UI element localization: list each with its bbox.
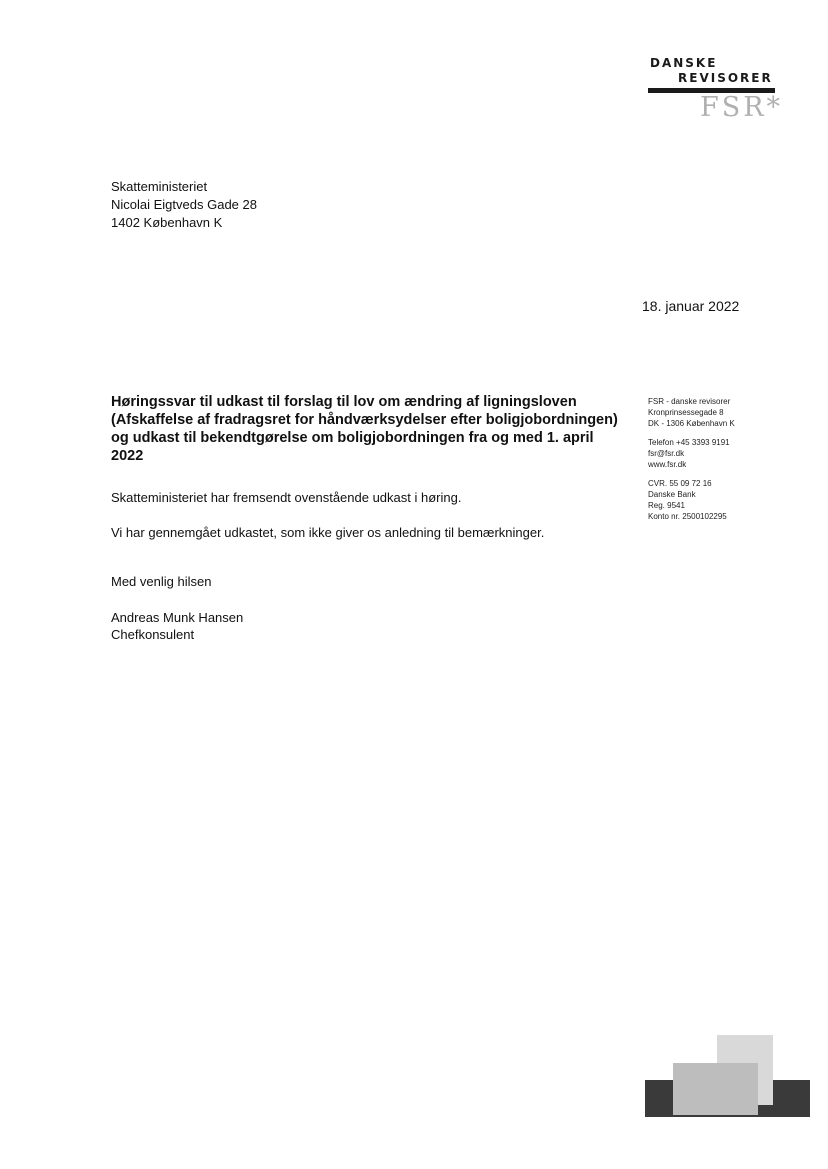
footer-decoration-graphic [645, 1035, 810, 1117]
sender-account: Konto nr. 2500102295 [648, 512, 727, 521]
sender-bank: Danske Bank [648, 490, 696, 499]
recipient-city: 1402 København K [111, 215, 223, 230]
sender-address-block [648, 396, 735, 429]
recipient-address [111, 178, 257, 232]
sender-city: DK - 1306 København K [648, 419, 735, 428]
sender-contact-block [648, 437, 735, 470]
logo-fsr-mark: FSR* [700, 92, 784, 123]
signer-title: Chefkonsulent [111, 627, 195, 642]
sender-email: fsr@fsr.dk [648, 449, 685, 458]
sender-street: Kronprinsessegade 8 [648, 408, 724, 417]
body-paragraph-2: Vi har gennemgået udkastet, som ikke giver os anledning til bemærkninger. [111, 525, 545, 540]
logo-text-revisorer: REVISORER [678, 71, 773, 85]
recipient-name: Skatteministeriet [111, 179, 208, 194]
logo-text-danske: DANSKE [650, 56, 718, 70]
signer-name: Andreas Munk Hansen [111, 610, 244, 625]
subject-heading: Høringssvar til udkast til forslag til lov om ændring af ligningsloven (Afskaffelse af fradragsret for håndværksydelser efter boligjobordningen) og udkast til bekendtgørelse om boligjobordningen fra og med 1. april 2022 [111, 394, 618, 464]
letter-date: 18. januar 2022 [642, 298, 740, 314]
body-paragraph-1: Skatteministeriet har fremsendt ovenstående udkast i høring. [111, 490, 462, 505]
sender-web: www.fsr.dk [648, 460, 687, 469]
sender-cvr: CVR. 55 09 72 16 [648, 479, 712, 488]
sender-info [648, 396, 735, 530]
sender-org: FSR - danske revisorer [648, 397, 731, 406]
closing-greeting: Med venlig hilsen [111, 574, 212, 589]
fsr-logo [648, 54, 784, 124]
sender-bank-block [648, 478, 735, 522]
recipient-street: Nicolai Eigtveds Gade 28 [111, 197, 257, 212]
sender-phone: Telefon +45 3393 9191 [648, 438, 730, 447]
footer-mid-block [673, 1063, 758, 1115]
sender-reg: Reg. 9541 [648, 501, 685, 510]
